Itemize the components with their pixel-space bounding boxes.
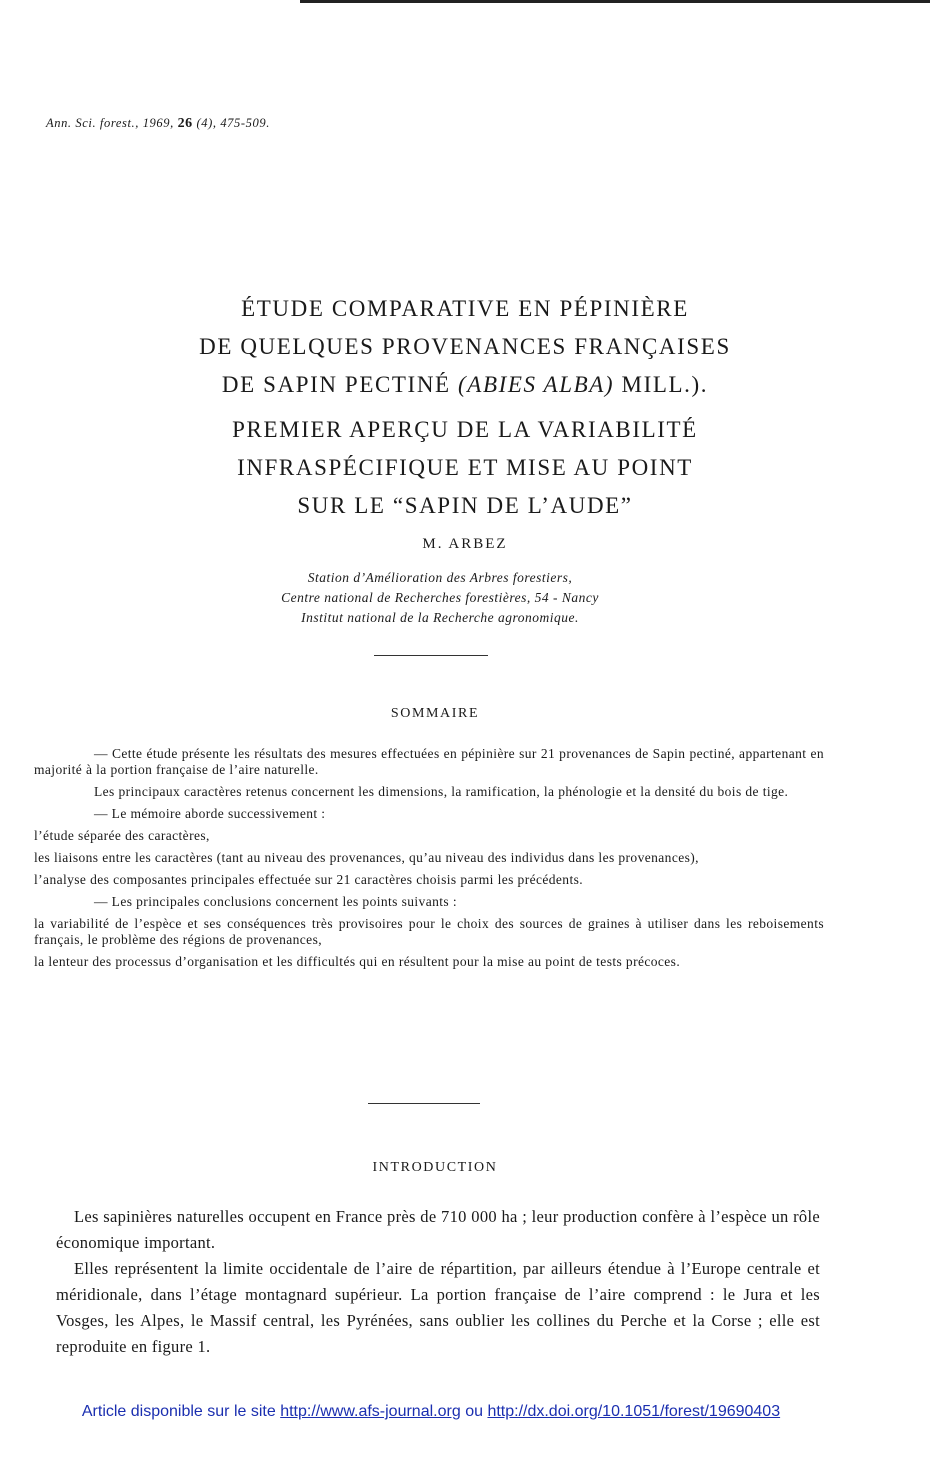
- title-line-1: ÉTUDE COMPARATIVE EN PÉPINIÈRE: [241, 296, 689, 321]
- summary-paragraph: — Le mémoire aborde successivement :: [94, 806, 326, 821]
- affiliation-line-3: Institut national de la Recherche agronomique.: [301, 610, 579, 625]
- journal-citation: [46, 116, 270, 132]
- author-name: M. ARBEZ: [422, 536, 508, 552]
- summary-paragraph: les liaisons entre les caractères (tant au niveau des provenances, qu’au niveau des individus dans les provenances),: [34, 850, 699, 865]
- doi-link[interactable]: http://dx.doi.org/10.1051/forest/19690403: [487, 1403, 781, 1420]
- title-line-3-start: DE SAPIN PECTINÉ: [221, 372, 451, 397]
- summary-paragraph: la lenteur des processus d’organisation et les difficultés qui en résultent pour la mise au point de tests précoces.: [34, 954, 681, 969]
- availability-footer: [0, 1403, 862, 1421]
- separator-rule-1: [374, 655, 488, 656]
- summary-section: [34, 746, 824, 976]
- article-title: [0, 290, 930, 525]
- journal-name: Ann. Sci. forest.,: [46, 116, 139, 130]
- introduction-body: [56, 1204, 820, 1360]
- affiliation-line-1: Station d’Amélioration des Arbres forestiers,: [307, 570, 573, 585]
- journal-volume: 26: [177, 116, 193, 131]
- journal-pages: (4), 475-509.: [196, 116, 270, 130]
- scan-top-border: [300, 0, 930, 3]
- summary-paragraph: — Les principales conclusions concernent les points suivants :: [94, 894, 457, 909]
- subtitle-line-2: INFRASPÉCIFIQUE ET MISE AU POINT: [237, 455, 693, 480]
- subtitle-line-3: SUR LE “SAPIN DE L’AUDE”: [297, 493, 633, 518]
- introduction-heading: INTRODUCTION: [372, 1160, 498, 1175]
- introduction-paragraph: Les sapinières naturelles occupent en France près de 710 000 ha ; leur production confère à l’espèce un rôle économique important.: [56, 1207, 820, 1252]
- title-line-2: DE QUELQUES PROVENANCES FRANÇAISES: [199, 334, 731, 359]
- title-species-name: (ABIES ALBA): [458, 372, 615, 397]
- summary-heading: SOMMAIRE: [390, 706, 480, 721]
- journal-year: 1969,: [142, 116, 174, 130]
- summary-paragraph: la variabilité de l’espèce et ses conséquences très provisoires pour le choix des sources de graines à utiliser dans les reboisements français, le problème des régions de provenances,: [34, 916, 824, 947]
- summary-paragraph: l’étude séparée des caractères,: [34, 828, 210, 843]
- journal-site-link[interactable]: http://www.afs-journal.org: [280, 1403, 461, 1420]
- author-affiliation: [0, 568, 880, 628]
- summary-paragraph: — Cette étude présente les résultats des mesures effectuées en pépinière sur 21 provenances de Sapin pectiné, appartenant en majorité à la portion française de l’aire naturelle.: [34, 746, 824, 777]
- separator-rule-2: [368, 1103, 480, 1104]
- affiliation-line-2: Centre national de Recherches forestières, 54 - Nancy: [281, 590, 599, 605]
- footer-middle: ou: [465, 1403, 483, 1420]
- subtitle-line-1: PREMIER APERÇU DE LA VARIABILITÉ: [232, 417, 698, 442]
- summary-paragraph: l’analyse des composantes principales effectuée sur 21 caractères choisis parmi les précédents.: [34, 872, 584, 887]
- footer-prefix: Article disponible sur le site: [81, 1403, 276, 1420]
- title-line-3-end: MILL.).: [621, 372, 709, 397]
- summary-paragraph: Les principaux caractères retenus concernent les dimensions, la ramification, la phénologie et la densité du bois de tige.: [94, 784, 789, 799]
- introduction-paragraph: Elles représentent la limite occidentale de l’aire de répartition, par ailleurs étendue à l’Europe centrale et méridionale, dans l’étage montagnard supérieur. La portion française de l’aire comprend : le Jura et les Vosges, les Alpes, le Massif central, les Pyrénées, sans oublier les collines du Perche et la Corse ; elle est reproduite en figure 1.: [56, 1259, 820, 1356]
- title-line-3: [0, 366, 930, 404]
